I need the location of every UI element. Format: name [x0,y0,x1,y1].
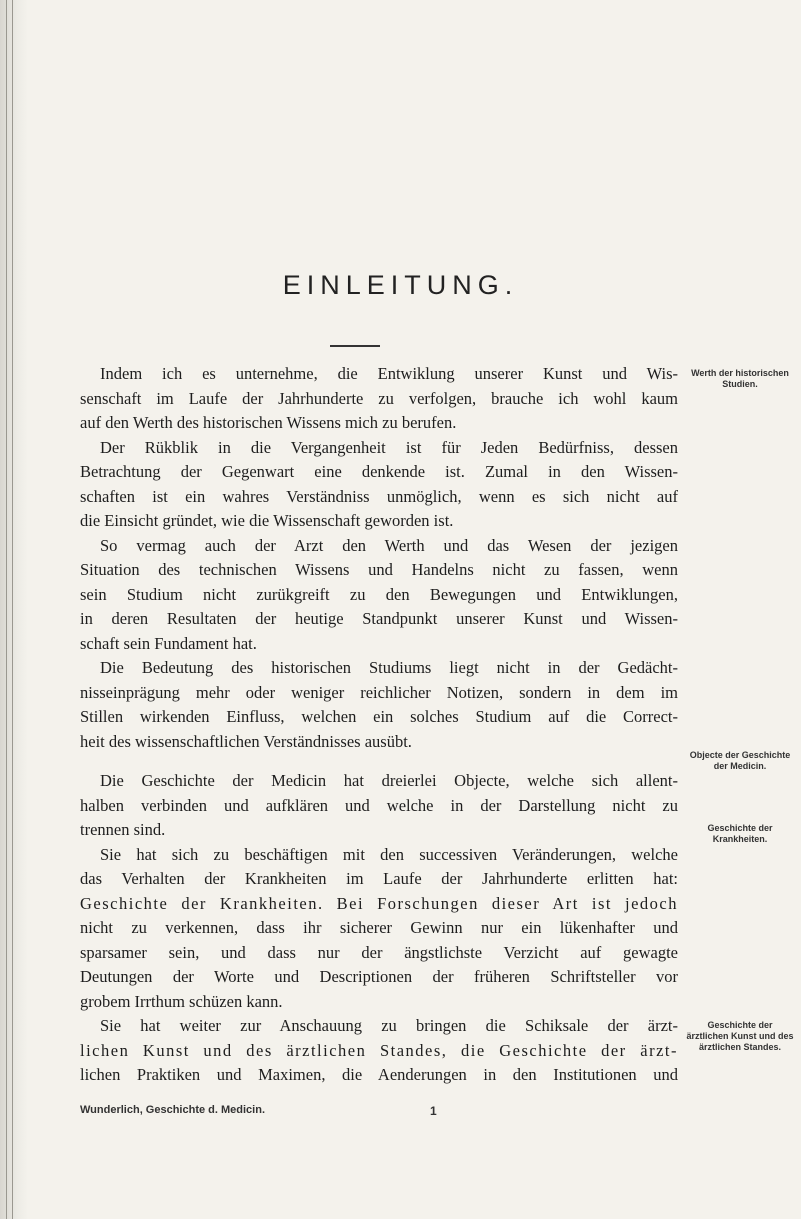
page-number: 1 [430,1104,437,1118]
binding-edge [12,0,13,1219]
text-line: Deutungen der Worte und Descriptionen der früheren Schriftsteller vor [80,967,678,986]
text-line: in deren Resultaten der heutige Standpunkt unserer Kunst und Wissen- [80,609,678,628]
main-text [80,362,678,1088]
text-line: Betrachtung der Gegenwart eine denkende ist. Zumal in den Wissen- [80,462,678,481]
text-line: Sie hat weiter zur Anschauung zu bringen die Schiksale der ärzt- [100,1016,678,1035]
book-binding-shadow [0,0,28,1219]
text-line: Indem ich es unternehme, die Entwiklung unserer Kunst und Wis- [100,364,678,383]
binding-edge [6,0,7,1219]
text-line: Der Rükblik in die Vergangenheit ist für Jeden Bedürfniss, dessen [100,437,678,457]
text-line: grobem Irrthum schüzen kann. [80,991,283,1011]
text-line: das Verhalten der Krankheiten im Laufe der Jahrhunderte erlitten hat: [80,869,678,888]
text-line: Situation des technischen Wissens und Handelns nicht zu fassen, wenn [80,560,678,579]
text-line: sein Studium nicht zurükgreift zu den Bewegungen und Entwiklungen, [80,584,678,604]
sidenote: Werth der historischen Studien. [691,368,789,389]
text-line: sparsamer sein, und dass nur der ängstlichste Verzicht auf gewagte [80,942,678,962]
text-line: Die Geschichte der Medicin hat dreierlei Objecte, welche sich allent- [100,771,678,790]
text-line: Sie hat sich zu beschäftigen mit den successiven Veränderungen, welche [100,844,678,864]
text-line: schaften ist ein wahres Verständniss unmöglich, wenn es sich nicht auf [80,486,678,506]
text-line: trennen sind. [80,820,166,839]
text-line: nisseinprägung mehr oder weniger reichlicher Notizen, sondern in dem im [80,682,678,702]
sidenote: Geschichte der Krankheiten. [707,823,773,844]
text-line: halben verbinden und aufklären und welche in der Darstellung nicht zu [80,795,678,815]
text-line: nicht zu verkennen, dass ihr sicherer Gewinn nur ein lükenhafter und [80,918,678,937]
text-line: Die Bedeutung des historischen Studiums liegt nicht in der Gedächt- [100,658,678,677]
signature-line: Wunderlich, Geschichte d. Medicin. [80,1104,265,1116]
text-line: heit des wissenschaftlichen Verständnisses ausübt. [80,731,412,751]
text-line: schaft sein Fundament hat. [80,633,257,653]
chapter-title: EINLEITUNG. [282,270,519,300]
text-line: lichen Kunst und des ärztlichen Standes, die Geschichte der ärzt- [80,1040,678,1060]
text-line: auf den Werth des historischen Wissens mich zu berufen. [80,413,457,432]
text-line: Geschichte der Krankheiten. Bei Forschungen dieser Art ist jedoch [80,893,678,913]
page-footer [80,1104,678,1116]
sidenote: Geschichte der ärztlichen Kunst und des ärztlichen Standes. [686,1020,794,1052]
text-line: senschaft im Laufe der Jahrhunderte zu verfolgen, brauche ich wohl kaum [80,388,678,408]
text-line: die Einsicht gründet, wie die Wissenschaft geworden ist. [80,511,454,530]
title-rule [330,345,380,347]
text-line: lichen Praktiken und Maximen, die Aenderungen in den Institutionen und [80,1065,678,1084]
sidenote: Objecte der Geschichte der Medicin. [689,750,791,771]
text-line: So vermag auch der Arzt den Werth und das Wesen der jezigen [100,535,678,555]
text-line: Stillen wirkenden Einfluss, welchen ein solches Studium auf die Correct- [80,707,678,726]
